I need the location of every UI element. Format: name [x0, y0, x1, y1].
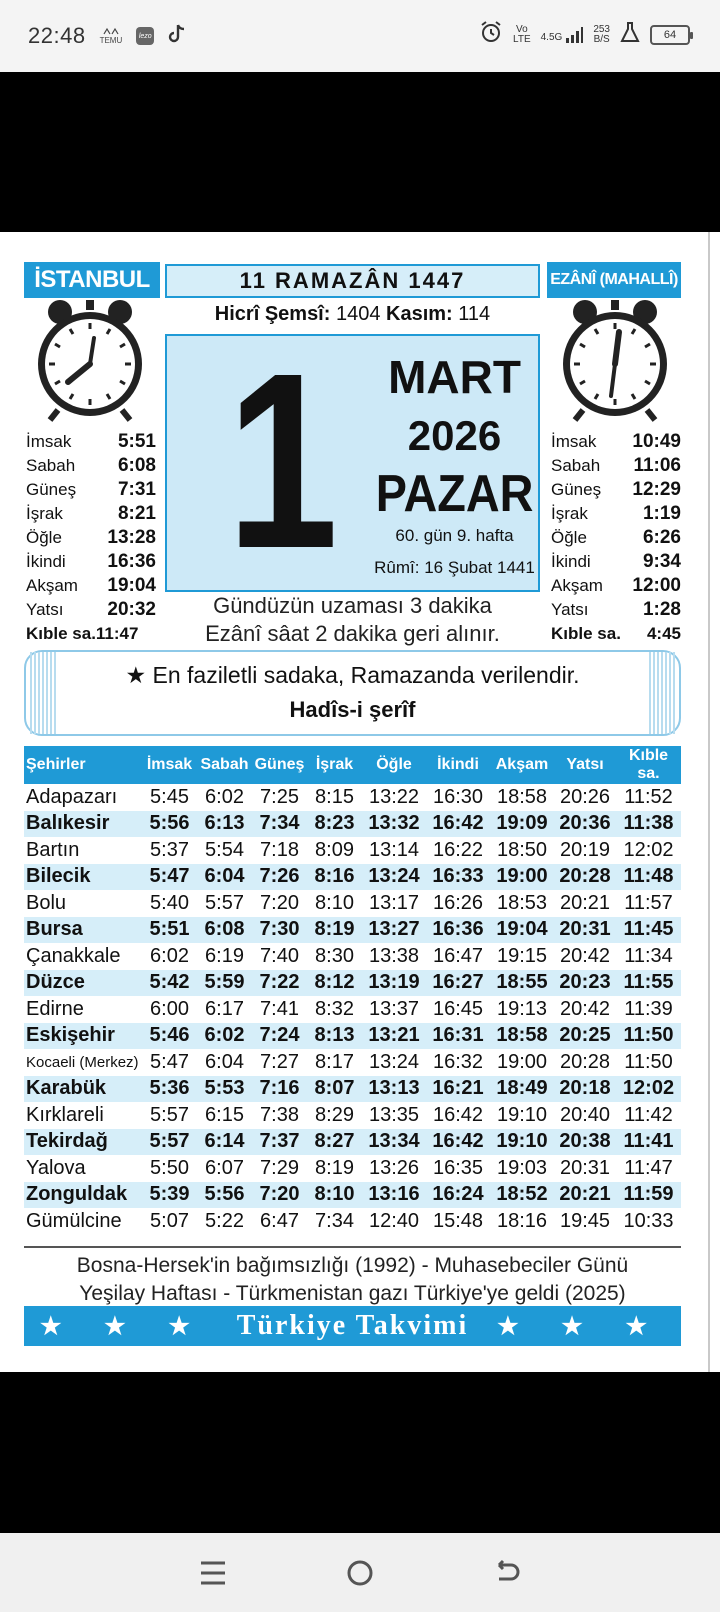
time-cell: 11:55	[623, 971, 674, 994]
time-row: Akşam 19:04	[26, 575, 156, 596]
time-cell: 6:15	[205, 1103, 244, 1126]
stars-right: ★ ★ ★	[497, 1312, 665, 1340]
time-cell: 5:42	[149, 971, 190, 994]
city-name: Gümülcine	[26, 1209, 122, 1232]
time-cell: 6:04	[204, 865, 245, 888]
time-cell: 5:45	[150, 785, 189, 808]
city-name: Edirne	[26, 997, 84, 1020]
time-cell: 16:32	[432, 1050, 484, 1073]
time-cell: 20:31	[559, 1156, 611, 1179]
time-cell: 11:52	[624, 785, 673, 808]
day-week-count: 60. gün 9. hafta	[395, 526, 514, 545]
stars-left: ★ ★ ★	[40, 1312, 208, 1340]
time-cell: 8:12	[314, 971, 355, 994]
time-cell: 19:04	[496, 918, 548, 941]
time-row: Sabah 11:06	[551, 455, 681, 476]
kible-right: Kıble sa. 4:45	[551, 624, 681, 643]
decor-stripe	[649, 652, 675, 734]
city-name: Eskişehir	[26, 1024, 115, 1047]
lezo-app-icon: lezo	[136, 27, 154, 45]
hadis-text: ★ En faziletli sadaka, Ramazanda verilendir.	[125, 662, 580, 688]
time-cell: 6:04	[205, 1050, 244, 1073]
brand-name: Türkiye Takvimi	[236, 1310, 469, 1341]
time-cell: 13:17	[368, 891, 420, 914]
time-cell: 20:21	[559, 891, 611, 914]
table-row	[24, 811, 681, 838]
temu-app-label: TEMU	[99, 36, 123, 45]
time-cell: 16:33	[432, 865, 484, 888]
time-cell: 16:31	[432, 1024, 484, 1047]
time-cell: 7:38	[260, 1103, 299, 1126]
time-cell: 8:10	[315, 891, 354, 914]
city-name: Düzce	[26, 971, 85, 994]
time-row: Öğle 6:26	[551, 527, 681, 548]
status-time: 22:48	[28, 23, 86, 48]
time-cell: 19:15	[496, 944, 548, 967]
time-cell: 20:26	[559, 785, 611, 808]
time-cell: 20:28	[559, 1050, 611, 1073]
time-cell: 19:10	[496, 1130, 548, 1153]
time-row: İmsak 5:51	[26, 431, 156, 452]
time-cell: 11:59	[623, 1183, 674, 1206]
time-cell: 11:50	[624, 1050, 673, 1073]
time-cell: 16:42	[432, 1130, 484, 1153]
time-cell: 20:28	[559, 865, 611, 888]
time-cell: 7:37	[259, 1130, 300, 1153]
time-cell: 16:42	[432, 812, 484, 835]
time-cell: 11:39	[624, 997, 673, 1020]
table-header: Şehirler İmsak Sabah Güneş İşrak Öğle İkindi Akşam Yatsı Kıble sa.	[24, 746, 681, 784]
time-cell: 13:35	[368, 1103, 420, 1126]
table-body	[24, 784, 681, 1235]
table-row	[24, 1023, 681, 1050]
time-row: İşrak 1:19	[551, 503, 681, 524]
time-cell: 20:38	[559, 1130, 611, 1153]
time-cell: 16:47	[432, 944, 484, 967]
table-row	[24, 890, 681, 917]
time-cell: 13:14	[368, 838, 420, 861]
time-cell: 10:33	[623, 1209, 674, 1232]
weekday: PAZAR	[375, 465, 534, 523]
time-cell: 11:38	[623, 812, 674, 835]
time-cell: 20:31	[559, 918, 611, 941]
kible-left: Kıble sa.11:47	[26, 624, 139, 643]
time-cell: 13:19	[368, 971, 420, 994]
time-cell: 8:19	[315, 1156, 354, 1179]
network-type: 4.5G	[540, 31, 563, 43]
time-cell: 8:23	[314, 812, 355, 835]
time-cell: 19:00	[496, 1050, 548, 1073]
time-cell: 11:41	[623, 1130, 674, 1153]
back-button[interactable]	[487, 1553, 527, 1593]
time-cell: 5:53	[204, 1077, 245, 1100]
time-cell: 5:46	[149, 1024, 190, 1047]
time-row: İkindi 16:36	[26, 551, 156, 572]
time-cell: 20:21	[559, 1183, 611, 1206]
hadis-box	[24, 650, 681, 736]
time-cell: 18:50	[496, 838, 548, 861]
time-cell: 5:57	[150, 1103, 189, 1126]
table-row	[24, 1208, 681, 1235]
brand-bar	[24, 1306, 681, 1346]
time-cell: 19:03	[496, 1156, 548, 1179]
time-cell: 6:17	[205, 997, 244, 1020]
time-cell: 6:13	[204, 812, 245, 835]
time-cell: 16:24	[432, 1183, 484, 1206]
time-cell: 16:26	[432, 891, 484, 914]
time-cell: 5:39	[149, 1183, 190, 1206]
time-cell: 12:02	[623, 838, 674, 861]
time-cell: 13:24	[368, 1050, 420, 1073]
time-cell: 16:27	[432, 971, 484, 994]
time-row: Güneş 12:29	[551, 479, 681, 500]
time-cell: 7:30	[259, 918, 300, 941]
time-cell: 7:34	[315, 1209, 354, 1232]
time-cell: 18:53	[496, 891, 548, 914]
city-name: Kırklareli	[26, 1103, 104, 1126]
table-row	[24, 1076, 681, 1103]
table-row	[24, 1049, 681, 1076]
home-circle-icon	[346, 1559, 374, 1587]
time-cell: 7:20	[259, 1183, 300, 1206]
table-row	[24, 784, 681, 811]
time-row: İkindi 9:34	[551, 551, 681, 572]
day-number: 1	[227, 321, 339, 600]
ezani-header: EZÂNÎ (MAHALLÎ)	[547, 262, 681, 298]
date-box	[165, 321, 540, 600]
time-cell: 8:10	[314, 1183, 355, 1206]
time-cell: 5:07	[150, 1209, 189, 1232]
time-cell: 8:27	[314, 1130, 355, 1153]
time-row: Güneş 7:31	[26, 479, 156, 500]
time-cell: 19:13	[496, 997, 548, 1020]
time-cell: 8:29	[315, 1103, 354, 1126]
city-name: Tekirdağ	[26, 1130, 108, 1153]
table-row	[24, 1102, 681, 1129]
time-cell: 5:22	[205, 1209, 244, 1232]
time-cell: 11:57	[624, 891, 673, 914]
time-cell: 16:36	[432, 918, 484, 941]
time-cell: 8:07	[314, 1077, 355, 1100]
time-cell: 18:52	[496, 1183, 548, 1206]
time-cell: 7:22	[259, 971, 300, 994]
time-cell: 7:27	[260, 1050, 299, 1073]
prayer-times-left	[26, 430, 156, 646]
table-row	[24, 1129, 681, 1156]
time-cell: 13:13	[368, 1077, 420, 1100]
time-cell: 13:21	[368, 1024, 420, 1047]
table-row	[24, 1155, 681, 1182]
time-cell: 11:45	[623, 918, 674, 941]
time-cell: 20:19	[559, 838, 611, 861]
time-cell: 8:30	[315, 944, 354, 967]
navigation-bar	[0, 1533, 720, 1612]
signal-bars-icon	[565, 27, 583, 43]
city-name: Balıkesir	[26, 812, 110, 835]
time-cell: 20:23	[559, 971, 611, 994]
alarm-clock-right-icon	[553, 298, 677, 427]
time-cell: 16:22	[432, 838, 484, 861]
city-name: Bursa	[26, 918, 83, 941]
battery-indicator: 64	[650, 25, 690, 45]
time-cell: 5:57	[149, 1130, 190, 1153]
time-cell: 7:18	[260, 838, 299, 861]
time-cell: 18:16	[496, 1209, 548, 1232]
decor-stripe	[30, 652, 56, 734]
status-bar	[0, 0, 720, 72]
table-row	[24, 917, 681, 944]
time-cell: 16:42	[432, 1103, 484, 1126]
hicri-value: 1404	[335, 303, 381, 325]
time-cell: 20:25	[559, 1024, 611, 1047]
time-cell: 13:27	[368, 918, 420, 941]
temu-app-icon	[100, 27, 123, 45]
time-cell: 7:29	[260, 1156, 299, 1179]
time-cell: 5:40	[150, 891, 189, 914]
time-cell: 16:45	[432, 997, 484, 1020]
time-cell: 11:42	[624, 1103, 673, 1126]
table-row	[24, 864, 681, 891]
time-cell: 6:47	[260, 1209, 299, 1232]
time-row: Sabah 6:08	[26, 455, 156, 476]
year: 2026	[407, 412, 502, 459]
time-cell: 7:34	[259, 812, 300, 835]
flask-icon	[620, 21, 640, 48]
time-row: İşrak 8:21	[26, 503, 156, 524]
time-cell: 5:51	[149, 918, 190, 941]
time-cell: 13:34	[368, 1130, 420, 1153]
time-cell: 19:09	[496, 812, 548, 835]
time-cell: 16:30	[432, 785, 484, 808]
footer-line-2: Yeşilay Haftası - Türkmenistan gazı Türkiye'ye geldi (2025)	[79, 1282, 626, 1305]
hicri-line	[165, 303, 540, 326]
time-cell: 13:32	[368, 812, 420, 835]
recent-apps-button[interactable]	[193, 1553, 233, 1593]
time-cell: 6:19	[205, 944, 244, 967]
time-cell: 11:48	[623, 865, 674, 888]
time-cell: 20:18	[559, 1077, 611, 1100]
time-cell: 7:40	[260, 944, 299, 967]
top-black-band	[0, 72, 720, 232]
time-cell: 5:59	[204, 971, 245, 994]
time-row: Akşam 12:00	[551, 575, 681, 596]
city-name: Bolu	[26, 891, 67, 914]
note-line-1: Gündüzün uzaması 3 dakika	[213, 593, 492, 618]
events-footer	[24, 1246, 681, 1308]
city-times-table	[24, 746, 681, 1235]
time-cell: 7:20	[260, 891, 299, 914]
time-cell: 5:47	[149, 865, 190, 888]
time-cell: 13:37	[368, 997, 420, 1020]
time-cell: 8:19	[314, 918, 355, 941]
rumi-date: Rûmî: 16 Şubat 1441	[374, 558, 535, 577]
time-cell: 20:42	[559, 944, 611, 967]
city-header: İSTANBUL	[24, 262, 160, 298]
time-cell: 12:40	[368, 1209, 420, 1232]
alarm-icon	[479, 20, 503, 49]
city-name: Bartın	[26, 838, 80, 861]
time-cell: 19:10	[496, 1103, 548, 1126]
volte-indicator: Vo LTE	[513, 23, 531, 45]
time-cell: 5:36	[149, 1077, 190, 1100]
page-edge	[708, 232, 710, 1372]
time-cell: 12:02	[622, 1077, 675, 1100]
time-cell: 13:38	[368, 944, 420, 967]
time-cell: 19:45	[559, 1209, 611, 1232]
time-cell: 6:00	[150, 997, 189, 1020]
time-cell: 7:26	[259, 865, 300, 888]
city-name: Kocaeli (Merkez)	[26, 1053, 139, 1071]
city-name: Çanakkale	[26, 944, 121, 967]
alarm-clock-left-icon	[28, 298, 152, 427]
city-name: Karabük	[26, 1077, 107, 1100]
time-cell: 13:26	[368, 1156, 420, 1179]
kasim-label: Kasım:	[386, 303, 453, 325]
time-cell: 8:15	[315, 785, 354, 808]
hijri-date: 11 RAMAZÂN 1447	[165, 264, 540, 298]
bottom-black-band	[0, 1372, 720, 1533]
time-cell: 5:57	[205, 891, 244, 914]
time-cell: 8:16	[314, 865, 355, 888]
time-cell: 5:50	[150, 1156, 189, 1179]
city-name: Adapazarı	[26, 785, 118, 808]
time-cell: 18:58	[496, 785, 548, 808]
time-row: Yatsı 20:32	[26, 599, 156, 620]
month-name: MART	[388, 351, 521, 403]
time-cell: 11:34	[624, 944, 673, 967]
time-cell: 19:00	[496, 865, 548, 888]
note-line-2: Ezânî sâat 2 dakika geri alınır.	[205, 621, 500, 646]
time-cell: 20:36	[559, 812, 611, 835]
time-cell: 7:25	[260, 785, 299, 808]
time-cell: 5:56	[204, 1183, 245, 1206]
time-cell: 6:14	[204, 1130, 245, 1153]
time-cell: 6:02	[205, 785, 244, 808]
hicri-label: Hicrî Şemsî:	[214, 303, 331, 325]
time-row: Yatsı 1:28	[551, 599, 681, 620]
time-cell: 5:47	[150, 1050, 189, 1073]
time-cell: 18:55	[496, 971, 548, 994]
network-speed: 253 B/S	[593, 23, 610, 45]
time-cell: 8:17	[315, 1050, 354, 1073]
time-cell: 8:32	[315, 997, 354, 1020]
time-cell: 20:42	[559, 997, 611, 1020]
time-cell: 13:24	[368, 865, 420, 888]
time-cell: 8:13	[314, 1024, 355, 1047]
time-cell: 13:22	[368, 785, 420, 808]
time-cell: 11:50	[623, 1024, 674, 1047]
time-cell: 6:08	[204, 918, 245, 941]
time-cell: 5:37	[150, 838, 189, 861]
time-cell: 6:02	[150, 944, 189, 967]
table-row	[24, 1182, 681, 1209]
prayer-times-right	[551, 430, 681, 646]
table-row	[24, 970, 681, 997]
hadis-source: Hadîs-i şerîf	[289, 697, 416, 722]
tiktok-icon	[168, 24, 186, 49]
time-cell: 18:49	[496, 1077, 548, 1100]
home-button[interactable]	[340, 1553, 380, 1593]
table-row	[24, 996, 681, 1023]
kasim-value: 114	[458, 303, 491, 325]
time-cell: 20:40	[559, 1103, 611, 1126]
time-cell: 16:35	[432, 1156, 484, 1179]
time-cell: 7:24	[259, 1024, 300, 1047]
footer-line-1: Bosna-Hersek'in bağımsızlığı (1992) - Muhasebeciler Günü	[76, 1254, 629, 1277]
time-cell: 16:21	[432, 1077, 484, 1100]
time-cell: 5:56	[149, 812, 190, 835]
time-cell: 6:07	[205, 1156, 244, 1179]
time-cell: 13:16	[368, 1183, 420, 1206]
table-row	[24, 943, 681, 970]
daylight-note	[165, 592, 540, 648]
city-name: Bilecik	[26, 865, 91, 888]
city-name: Yalova	[26, 1156, 86, 1179]
time-row: Öğle 13:28	[26, 527, 156, 548]
time-cell: 7:41	[260, 997, 299, 1020]
time-row: İmsak 10:49	[551, 431, 681, 452]
time-cell: 8:09	[315, 838, 354, 861]
table-row	[24, 837, 681, 864]
time-cell: 11:47	[624, 1156, 673, 1179]
menu-icon	[199, 1560, 227, 1586]
time-cell: 18:58	[496, 1024, 548, 1047]
back-icon	[493, 1559, 521, 1587]
city-name: Zonguldak	[26, 1183, 128, 1206]
signal-indicator	[541, 27, 584, 43]
time-cell: 5:54	[205, 838, 244, 861]
time-cell: 7:16	[259, 1077, 300, 1100]
time-cell: 6:02	[204, 1024, 245, 1047]
time-cell: 15:48	[432, 1209, 484, 1232]
